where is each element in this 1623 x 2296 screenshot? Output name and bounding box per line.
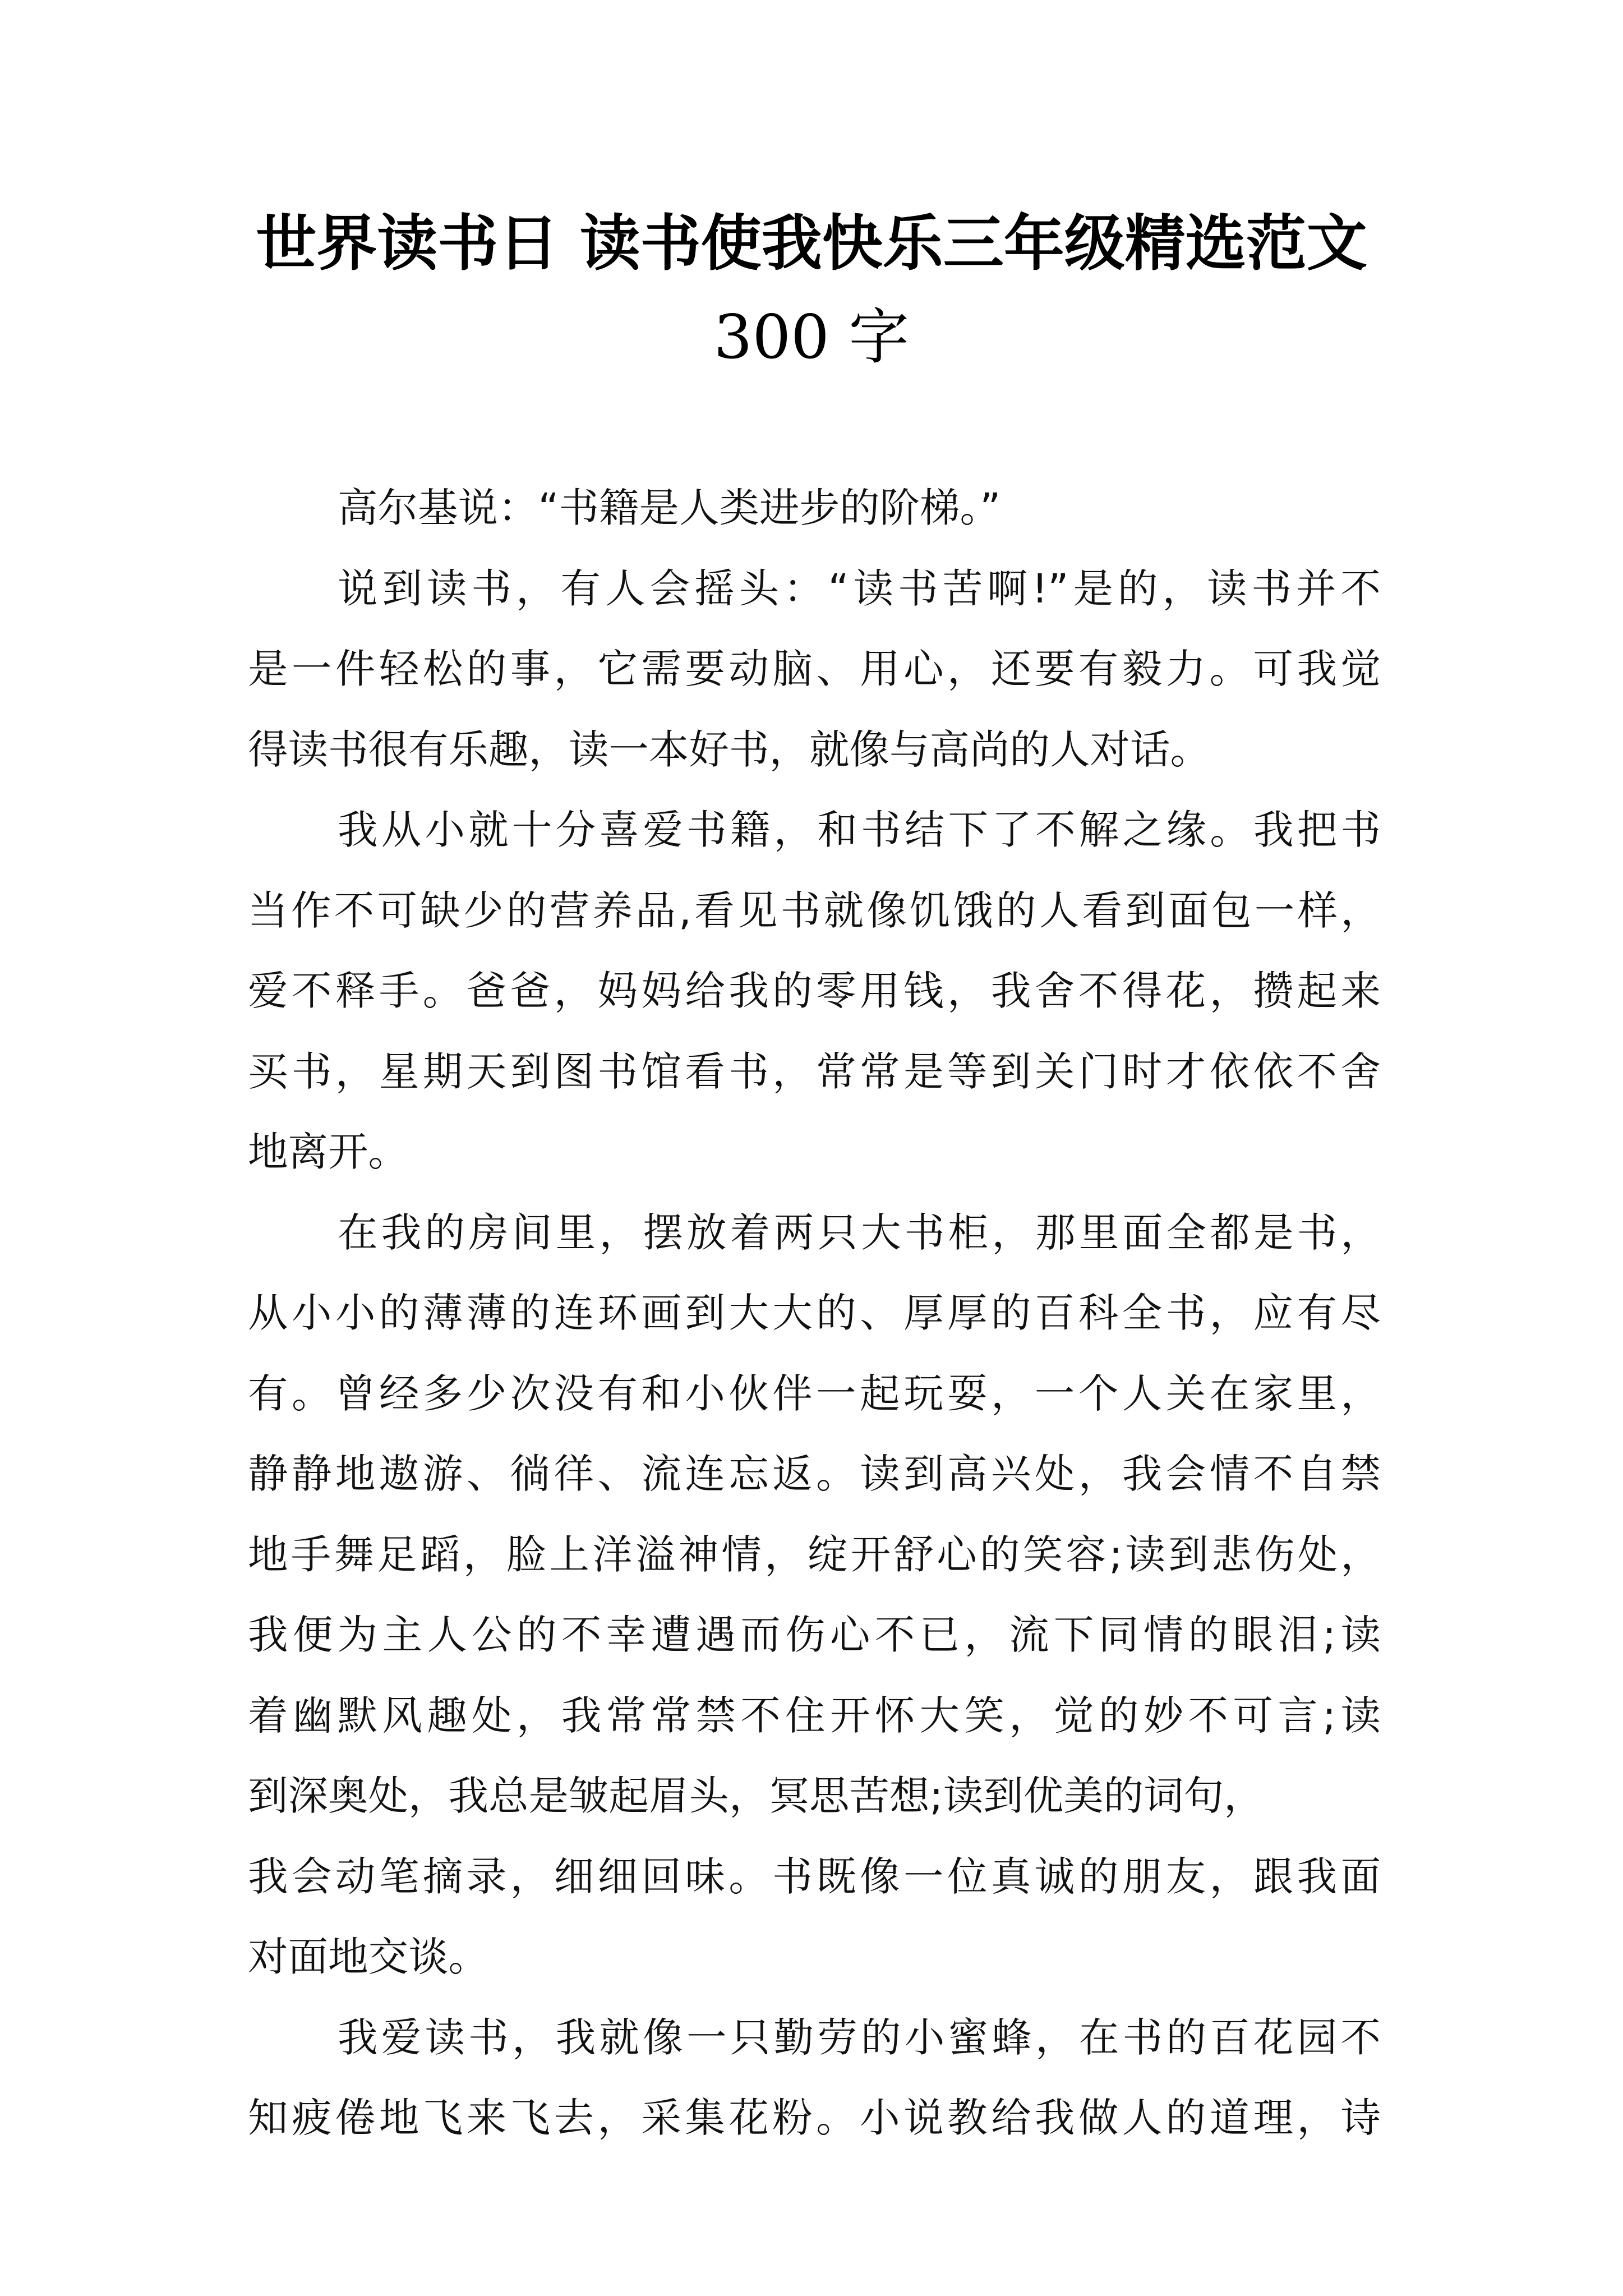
body-line: 我从小就十分喜爱书籍，和书结下了不解之缘。我把书: [338, 807, 1381, 853]
body-line: 当作不可缺少的营养品,看见书就像饥饿的人看到面包一样，: [248, 887, 1381, 934]
title-line-1: 世界读书日 读书使我快乐三年级精选范文: [256, 208, 1367, 279]
body-line: 知疲倦地飞来飞去，采集花粉。小说教给我做人的道理，诗: [248, 2095, 1381, 2141]
body-line: 对面地交谈。: [248, 1934, 489, 1980]
body-line: 说到读书，有人会摇头：“读书苦啊!”是的，读书并不: [338, 565, 1381, 612]
body-line: 我爱读书，我就像一只勤劳的小蜜蜂，在书的百花园不: [338, 2014, 1381, 2061]
document-body: [248, 468, 1381, 2159]
document-title: [168, 196, 1455, 385]
body-line: 在我的房间里，摆放着两只大书柜，那里面全都是书，: [338, 1209, 1381, 1256]
body-line: 地离开。: [248, 1129, 409, 1175]
body-line: 我会动笔摘录，细细回味。书既像一位真诚的朋友，跟我面: [248, 1853, 1381, 1900]
body-line: 高尔基说：“书籍是人类进步的阶梯。”: [338, 485, 1001, 531]
body-line: 从小小的薄薄的连环画到大大的、厚厚的百科全书，应有尽: [248, 1290, 1381, 1336]
body-line: 到深奥处，我总是皱起眉头，冥思苦想;读到优美的词句，: [248, 1773, 1264, 1819]
body-line: 静静地遨游、徜徉、流连忘返。读到高兴处，我会情不自禁: [248, 1451, 1381, 1497]
body-line: 地手舞足蹈，脸上洋溢神情，绽开舒心的笑容;读到悲伤处，: [248, 1531, 1381, 1578]
body-line: 着幽默风趣处，我常常禁不住开怀大笑，觉的妙不可言;读: [248, 1692, 1381, 1739]
body-line: 是一件轻松的事，它需要动脑、用心，还要有毅力。可我觉: [248, 646, 1381, 692]
body-line: 得读书很有乐趣，读一本好书，就像与高尚的人对话。: [248, 726, 1211, 773]
title-line-2: 300 字: [713, 302, 910, 372]
body-line: 我便为主人公的不幸遭遇而伤心不已，流下同情的眼泪;读: [248, 1612, 1381, 1658]
body-line: 买书，星期天到图书馆看书，常常是等到关门时才依依不舍: [248, 1048, 1381, 1095]
body-line: 有。曾经多少次没有和小伙伴一起玩耍，一个人关在家里，: [248, 1370, 1381, 1417]
body-line: 爱不释手。爸爸，妈妈给我的零用钱，我舍不得花，攒起来: [248, 968, 1381, 1014]
